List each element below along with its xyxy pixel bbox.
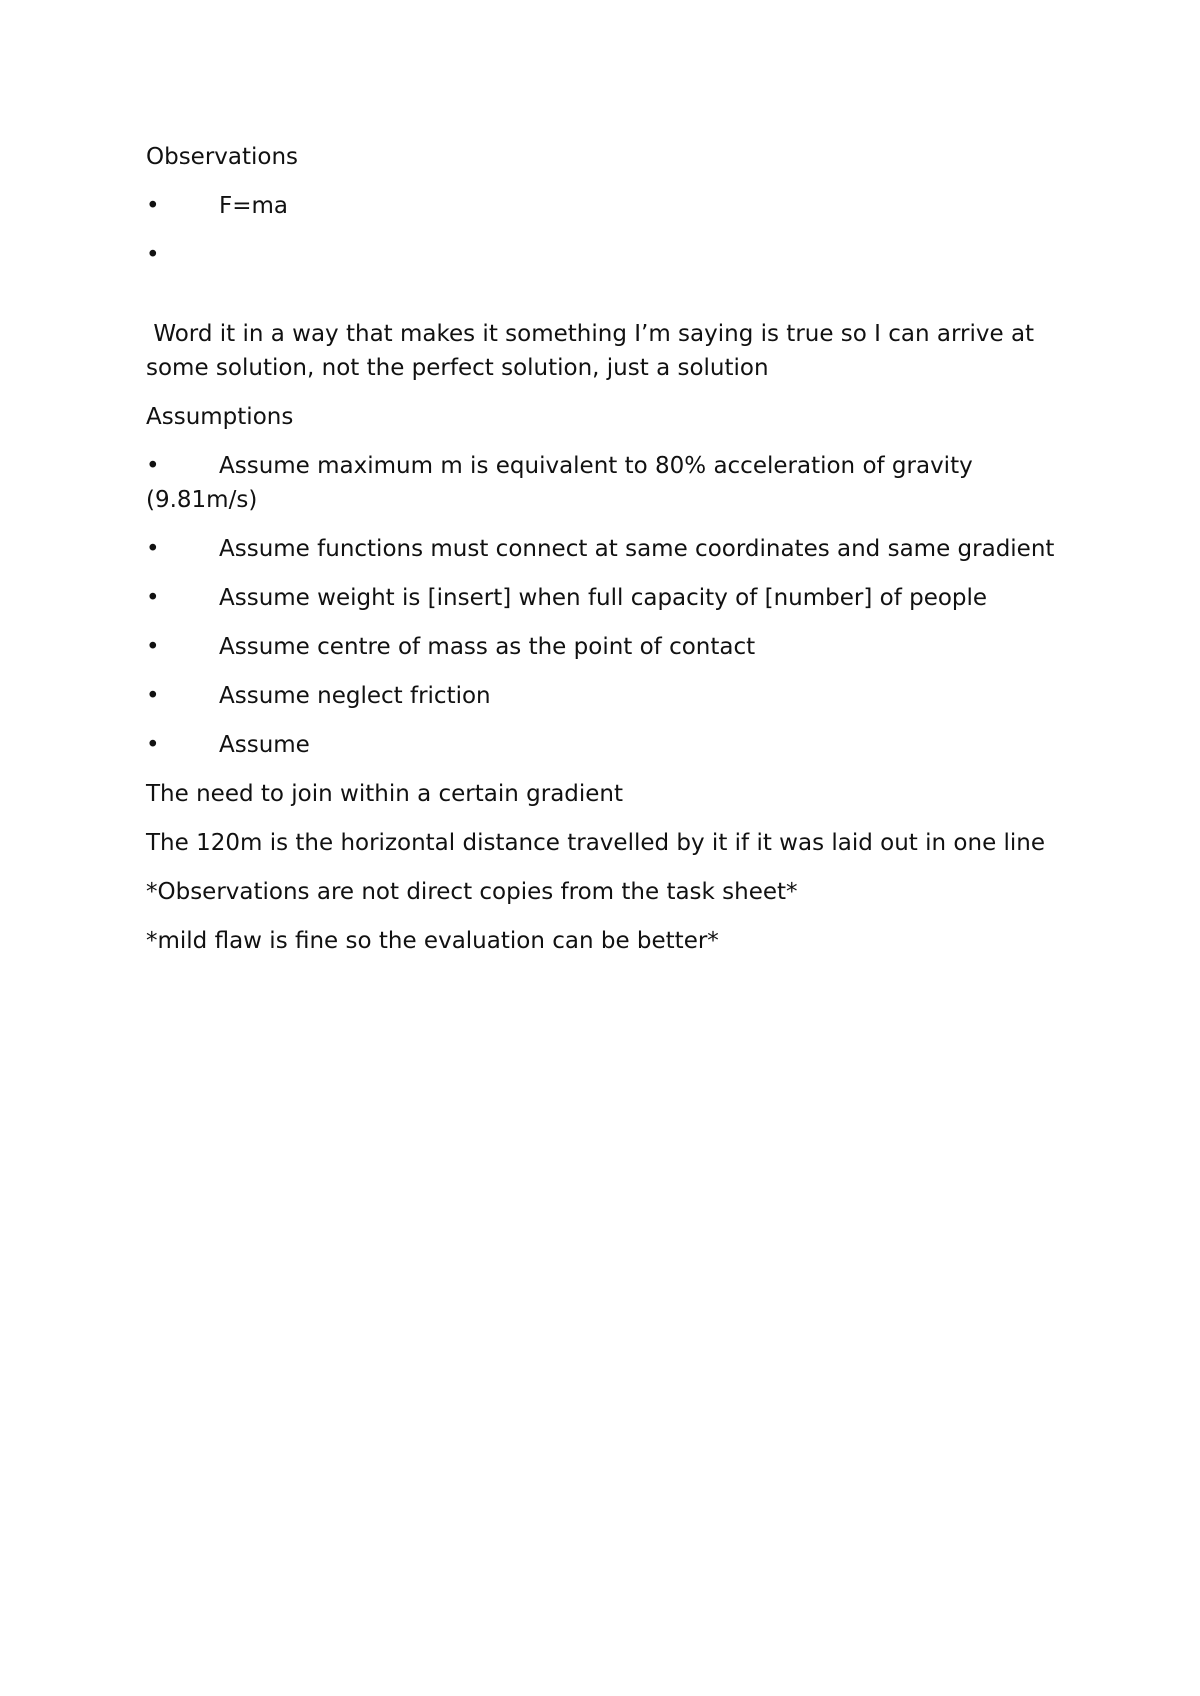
document-page [146,140,1066,973]
body-paragraph: The need to join within a certain gradient [146,781,624,807]
bullet-icon: • [146,536,160,562]
body-paragraph: *mild flaw is fine so the evaluation can be better* [146,928,719,954]
bullet-icon: • [146,732,160,758]
assumption-item [146,679,1066,713]
assumption-item [146,630,1066,664]
bullet-icon: • [146,193,160,219]
bullet-icon: • [146,683,160,709]
assumption-item [146,581,1066,615]
bullet-icon: • [146,634,160,660]
bullet-icon: • [146,453,160,479]
body-paragraph: *Observations are not direct copies from the task sheet* [146,879,798,905]
assumption-item [146,449,1066,517]
assumption-text: Assume weight is [insert] when full capacity of [number] of people [219,585,988,611]
assumption-text: Assume centre of mass as the point of contact [219,634,756,660]
assumption-text: Assume [219,732,310,758]
observation-item [146,189,1066,223]
observation-item [146,238,1066,272]
body-paragraph: The 120m is the horizontal distance travelled by it if it was laid out in one line [146,830,1046,856]
observations-heading: Observations [146,144,299,170]
assumption-text: Assume maximum m is equivalent to 80% acceleration of gravity (9.81m/s) [146,453,973,513]
assumptions-heading: Assumptions [146,404,294,430]
bullet-icon: • [146,242,160,268]
observation-text: F=ma [219,193,288,219]
bullet-icon: • [146,585,160,611]
assumption-text: Assume neglect friction [219,683,491,709]
blank-line [146,287,1066,317]
assumption-text: Assume functions must connect at same coordinates and same gradient [219,536,1055,562]
assumption-item [146,532,1066,566]
assumption-item [146,728,1066,762]
note-paragraph: Word it in a way that makes it something I’m saying is true so I can arrive at some solution, not the perfect solution, just a solution [146,321,1042,381]
